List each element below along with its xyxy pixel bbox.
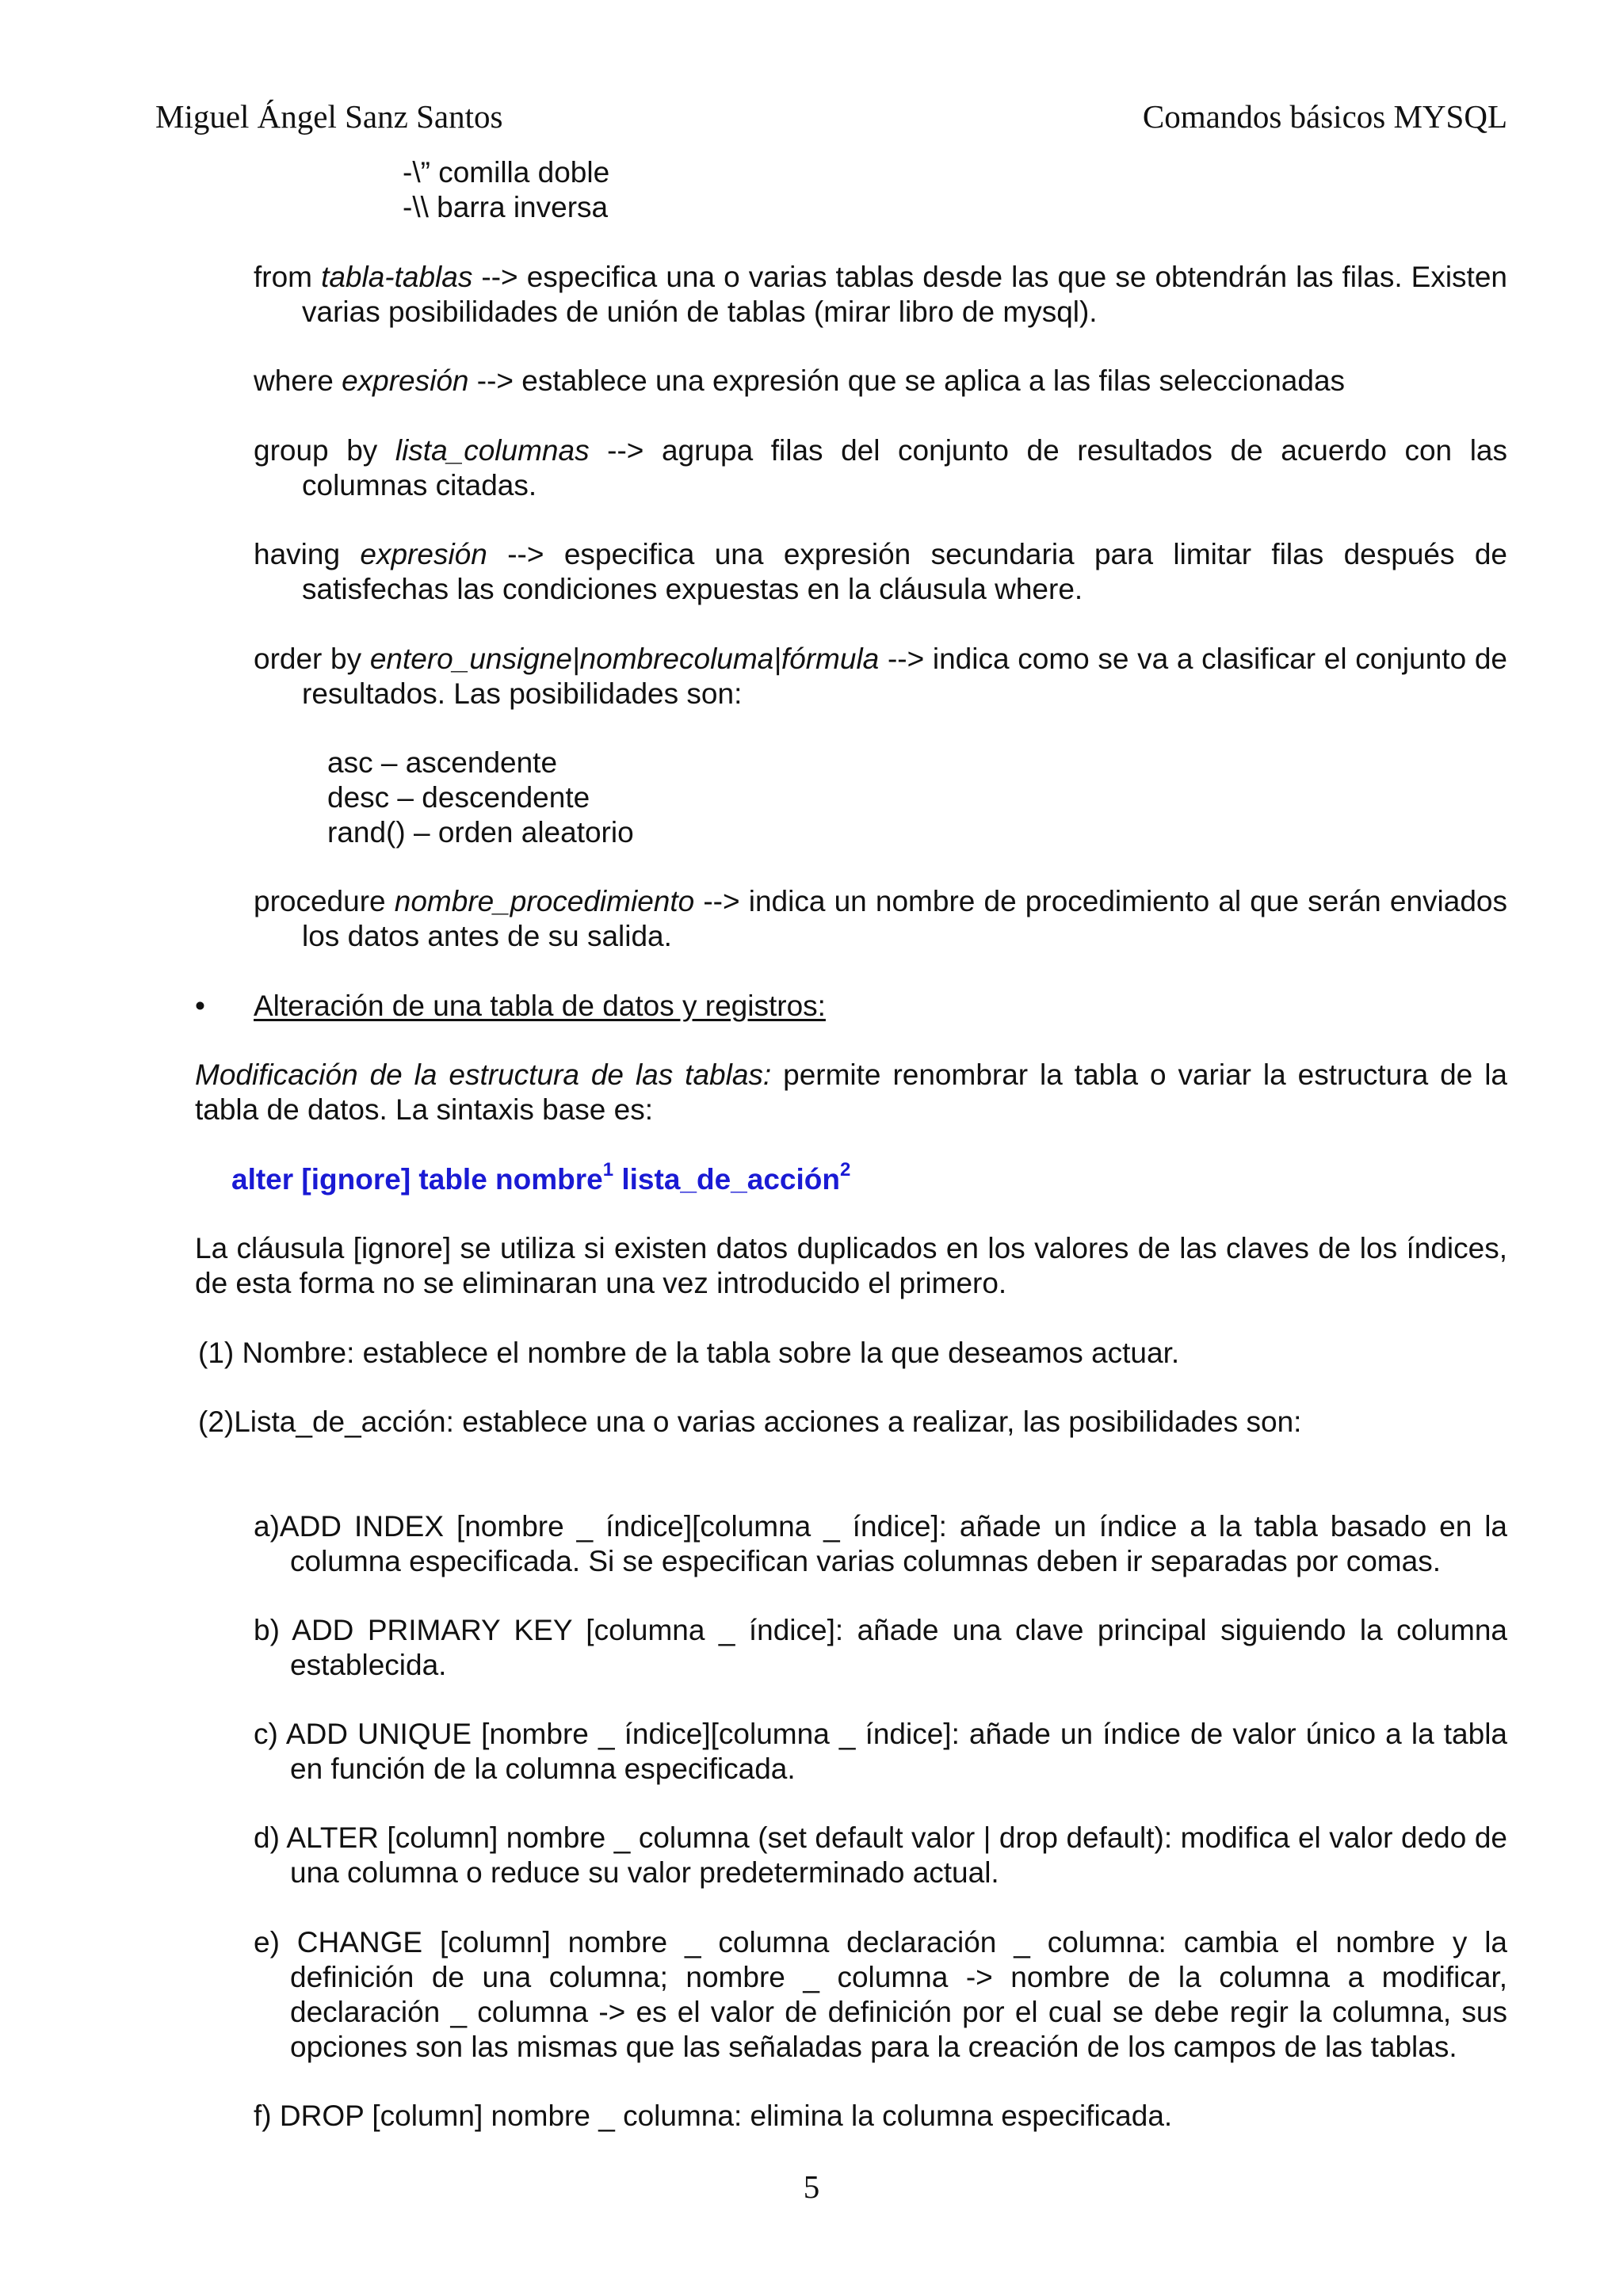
ignore-paragraph: La cláusula [ignore] se utiliza si existen datos duplicados en los valores de las claves de los índices, de esta forma no se eliminaran una vez introducido el primero. xyxy=(195,1232,1507,1299)
clause-order-by: order by entero_unsigne|nombrecoluma|fórmula --> indica como se va a clasificar el conjunto de resultados. Las posibilidades son: xyxy=(254,643,1507,710)
action-f: f) DROP [column] nombre _ columna: elimina la columna especificada. xyxy=(254,2100,1173,2132)
action-d: d) ALTER [column] nombre _ columna (set default valor | drop default): modifica el valor dedo de una columna o reduce su valor predeterminado actual. xyxy=(254,1821,1507,1889)
modificacion-paragraph: Modificación de la estructura de las tablas: permite renombrar la tabla o variar la estructura de la tabla de datos. La sintaxis base es: xyxy=(195,1058,1507,1126)
section-heading: Alteración de una tabla de datos y registros: xyxy=(254,990,826,1022)
bullet-icon: • xyxy=(195,990,205,1022)
clause-where: where expresión --> establece una expresión que se aplica a las filas seleccionadas xyxy=(254,364,1346,397)
clause-having: having expresión --> especifica una expresión secundaria para limitar filas después de satisfechas las condiciones expuestas en la cláusula where. xyxy=(254,538,1508,605)
page-number: 5 xyxy=(803,2168,820,2205)
order-option: asc – ascendente xyxy=(327,746,558,779)
note-2: (2)Lista_de_acción: establece una o varias acciones a realizar, las posibilidades son: xyxy=(198,1405,1302,1438)
escape-item: -\\ barra inversa xyxy=(403,191,609,223)
order-option: desc – descendente xyxy=(327,781,590,814)
header-author: Miguel Ángel Sanz Santos xyxy=(155,98,503,135)
action-b: b) ADD PRIMARY KEY [columna _ índice]: añade una clave principal siguiendo la columna establecida. xyxy=(254,1614,1507,1681)
note-1: (1) Nombre: establece el nombre de la tabla sobre la que deseamos actuar. xyxy=(198,1337,1180,1369)
action-c: c) ADD UNIQUE [nombre _ índice][columna _ índice]: añade un índice de valor único a la tabla en función de la columna especificada. xyxy=(254,1718,1507,1785)
escape-item: -\” comilla doble xyxy=(403,156,610,189)
action-e: e) CHANGE [column] nombre _ columna declaración _ columna: cambia el nombre y la definición de una columna; nombre _ columna -> nombre de la columna a modificar, declaración _ columna -> es el valor de definición por el cual se debe regir la columna, sus opciones son las mismas que las señaladas para la creación de los campos de las tablas. xyxy=(254,1926,1507,2063)
header-title: Comandos básicos MYSQL xyxy=(1142,98,1507,135)
alter-syntax: alter [ignore] table nombre$^1$ lista_de_acción$^2$ xyxy=(231,1158,851,1196)
clause-from: from tabla-tablas --> especifica una o varias tablas desde las que se obtendrán las filas. Existen varias posibilidades de unión de tablas (mirar libro de mysql). xyxy=(254,261,1507,328)
escape-list xyxy=(403,155,609,225)
page-header xyxy=(155,99,1507,139)
order-options xyxy=(327,746,634,850)
clause-procedure: procedure nombre_procedimiento --> indica un nombre de procedimiento al que serán enviados los datos antes de su salida. xyxy=(254,885,1507,952)
action-a: a)ADD INDEX [nombre _ índice][columna _ índice]: añade un índice a la tabla basado en la columna especificada. Si se especifican varias columnas deben ir separadas por comas. xyxy=(254,1510,1507,1577)
order-option: rand() – orden aleatorio xyxy=(327,816,634,849)
clause-group-by: group by lista_columnas --> agrupa filas del conjunto de resultados de acuerdo con las columnas citadas. xyxy=(254,434,1507,502)
